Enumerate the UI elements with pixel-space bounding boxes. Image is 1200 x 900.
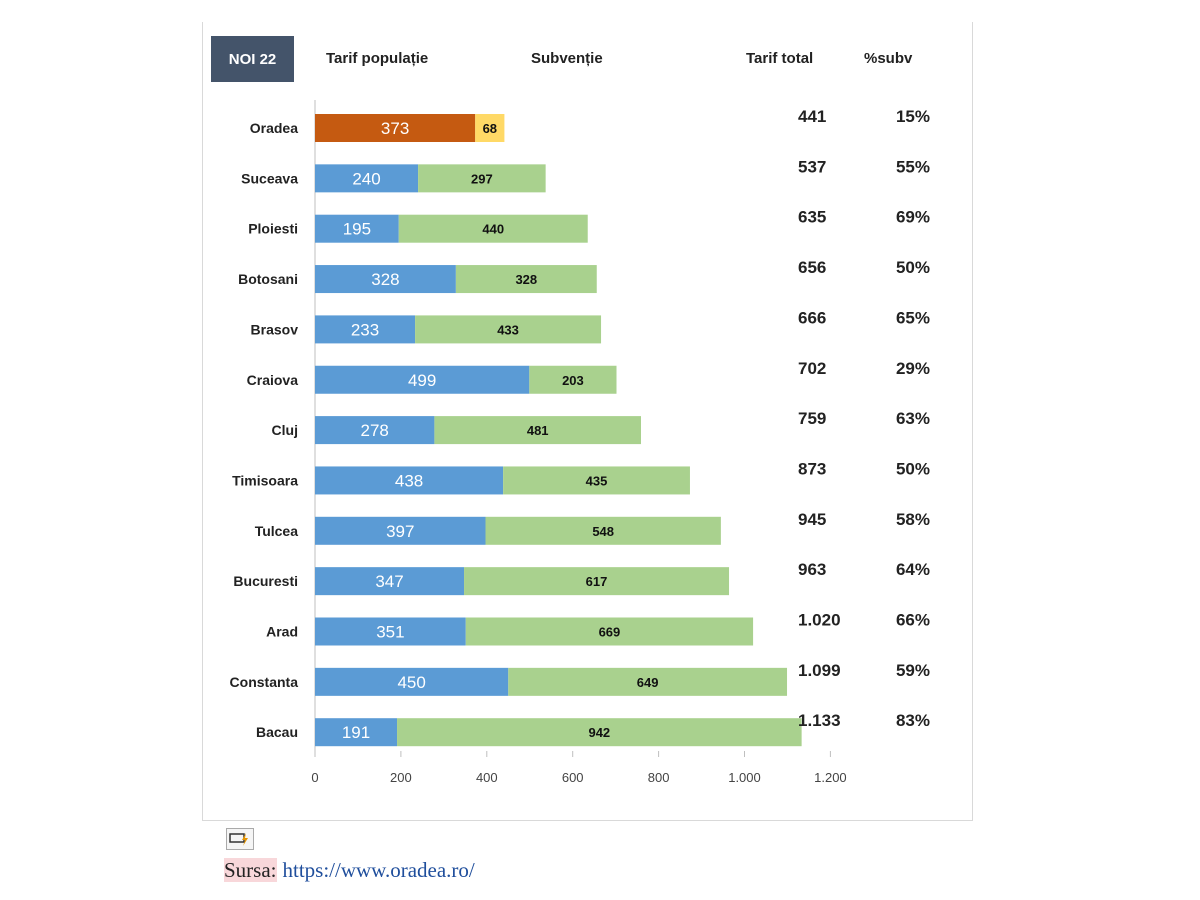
category-label: Tulcea [254, 522, 298, 539]
subsidy-percent-value: 50% [895, 459, 930, 479]
subsidy-percent-value: 55% [895, 157, 930, 177]
category-label: Suceava [241, 170, 298, 187]
category-label: Botosani [238, 271, 298, 288]
source-label: Sursa: [224, 858, 277, 882]
data-label-subsidy: 435 [585, 473, 608, 489]
x-tick-label: 600 [561, 770, 584, 785]
category-label: Bacau [255, 724, 298, 741]
data-label-population: 347 [375, 572, 404, 592]
data-label-population: 328 [371, 270, 400, 290]
column-header-pct: %subv [864, 50, 913, 67]
category-label: Cluj [271, 422, 298, 439]
x-tick-label: 800 [647, 770, 670, 785]
category-label: Bucuresti [233, 573, 298, 590]
data-label-subsidy: 440 [482, 221, 505, 237]
total-tariff-value: 1.133 [798, 711, 841, 731]
subsidy-percent-value: 66% [895, 610, 930, 630]
data-label-population: 233 [350, 320, 380, 340]
category-label: Brasov [250, 321, 298, 338]
subsidy-percent-value: 69% [895, 207, 930, 227]
total-tariff-value: 759 [798, 409, 827, 429]
data-label-population: 450 [397, 672, 426, 692]
data-label-population: 397 [386, 521, 415, 541]
subsidy-percent-value: 65% [895, 308, 930, 328]
subsidy-percent-value: 58% [895, 509, 930, 529]
total-tariff-value: 441 [798, 107, 827, 126]
data-label-subsidy: 433 [497, 322, 519, 338]
data-label-population: 351 [376, 622, 405, 642]
source-link[interactable]: https://www.oradea.ro/ [282, 858, 475, 882]
category-label: Craiova [246, 371, 298, 388]
total-tariff-value: 666 [798, 308, 827, 328]
data-label-subsidy: 649 [636, 674, 659, 690]
subsidy-percent-value: 83% [895, 711, 930, 731]
data-label-subsidy: 297 [471, 171, 493, 187]
x-tick-label: 400 [475, 770, 498, 785]
data-label-subsidy: 548 [592, 523, 615, 539]
column-header-population: Tarif populație [326, 50, 429, 67]
data-label-subsidy: 481 [526, 423, 549, 439]
data-label-population: 195 [342, 219, 372, 239]
total-tariff-value: 945 [798, 509, 827, 529]
data-label-subsidy: 203 [562, 372, 584, 388]
data-label-subsidy: 669 [598, 624, 621, 640]
subsidy-percent-value: 29% [895, 358, 930, 378]
data-label-population: 499 [407, 370, 437, 390]
data-label-population: 373 [380, 119, 410, 138]
subsidy-percent-value: 63% [895, 409, 930, 429]
source-line [224, 858, 475, 883]
x-tick-label: 1.200 [814, 770, 847, 785]
category-label: Constanta [229, 673, 298, 690]
total-tariff-value: 1.099 [798, 660, 841, 680]
total-tariff-value: 635 [798, 207, 827, 227]
total-tariff-value: 702 [798, 358, 827, 378]
category-label: Timisoara [232, 472, 298, 489]
subsidy-percent-value: 59% [895, 660, 930, 680]
data-label-population: 240 [352, 169, 381, 189]
category-label: Ploiesti [248, 220, 298, 237]
embedded-object-icon[interactable] [226, 828, 254, 850]
data-label-subsidy: 942 [588, 725, 611, 741]
subsidy-percent-value: 50% [895, 258, 930, 278]
total-tariff-value: 1.020 [798, 610, 841, 630]
subsidy-percent-value: 64% [895, 560, 930, 580]
category-label: Oradea [249, 120, 298, 136]
period-badge: NOI 22 [211, 36, 294, 82]
total-tariff-value: 873 [798, 459, 827, 479]
x-tick-label: 1.000 [728, 770, 761, 785]
total-tariff-value: 656 [798, 258, 827, 278]
data-label-population: 438 [394, 471, 424, 491]
x-tick-label: 200 [390, 770, 412, 785]
data-label-subsidy: 617 [585, 574, 608, 590]
data-label-subsidy: 68 [482, 121, 498, 136]
column-header-subsidy: Subvenție [531, 50, 603, 67]
category-label: Arad [266, 623, 298, 640]
x-tick-label: 0 [311, 770, 319, 785]
data-label-population: 191 [341, 723, 371, 743]
subsidy-percent-value: 15% [895, 107, 930, 126]
total-tariff-value: 963 [798, 560, 827, 580]
total-tariff-value: 537 [798, 157, 827, 177]
data-label-subsidy: 328 [515, 272, 538, 288]
column-header-total: Tarif total [746, 50, 814, 67]
data-label-population: 278 [360, 421, 389, 441]
